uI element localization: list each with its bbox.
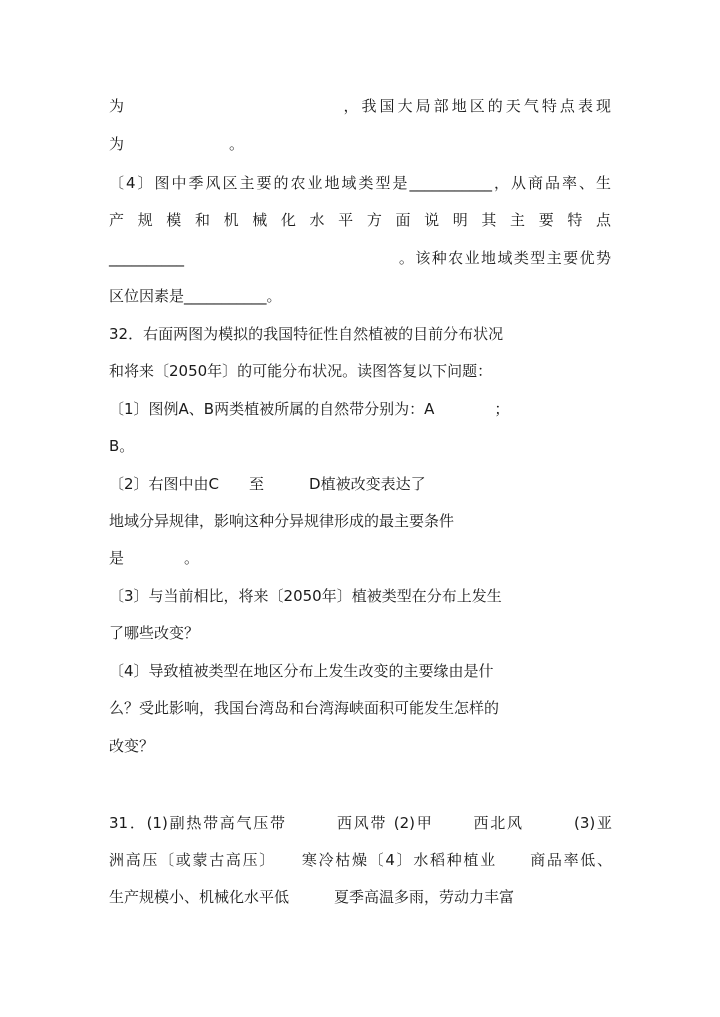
text-line-13: 是 。 [109, 549, 200, 567]
text-line-15: 了哪些改变？ [109, 624, 200, 642]
text-line-10: B。 [109, 437, 135, 455]
text-line-11: 〔2〕右图中由C 至 D植被改变表达了 [109, 475, 426, 493]
text-line-17: 么？受此影响，我国台湾岛和台湾海峡面积可能发生怎样的 [109, 699, 500, 717]
text-line-5: __________ 。该种农业地域类型主要优势 [109, 249, 611, 267]
text-line-14: 〔3〕与当前相比，将来〔2050年〕植被类型在分布上发生 [109, 587, 502, 605]
text-line-6: 区位因素是___________。 [109, 287, 282, 305]
text-line-9: 〔1〕图例A、B两类植被所属的自然带分别为：A ； [109, 400, 510, 418]
question-32-title: 32．右面两图为模拟的我国特征性自然植被的目前分布状况 [109, 325, 504, 343]
text-line-12: 地域分异规律，影响这种分异规律形成的最主要条件 [109, 512, 455, 530]
answer-31-line-2: 洲高压〔或蒙古高压〕 寒冷枯燥〔4〕水稻种植业 商品率低、 [109, 851, 612, 869]
text-line-1: 为 ，我国大局部地区的天气特点表现 [109, 97, 611, 115]
text-line-16: 〔4〕导致植被类型在地区分布上发生改变的主要缘由是什 [109, 662, 494, 680]
text-line-3: 〔4〕图中季风区主要的农业地域类型是___________，从商品率、生 [109, 174, 611, 192]
text-line-2: 为 。 [109, 135, 245, 153]
text-line-4: 产规模和机械化水平方面说明其主要特点 [109, 211, 611, 229]
text-line-8: 和将来〔2050年〕的可能分布状况。读图答复以下问题： [109, 362, 493, 380]
text-line-18: 改变？ [109, 737, 155, 755]
answer-31-line-3: 生产规模小、机械化水平低 夏季高温多雨，劳动力丰富 [109, 888, 515, 906]
answer-31-line-1: 31．(1)副热带高气压带 西风带 (2)甲 西北风 (3)亚 [109, 814, 612, 832]
